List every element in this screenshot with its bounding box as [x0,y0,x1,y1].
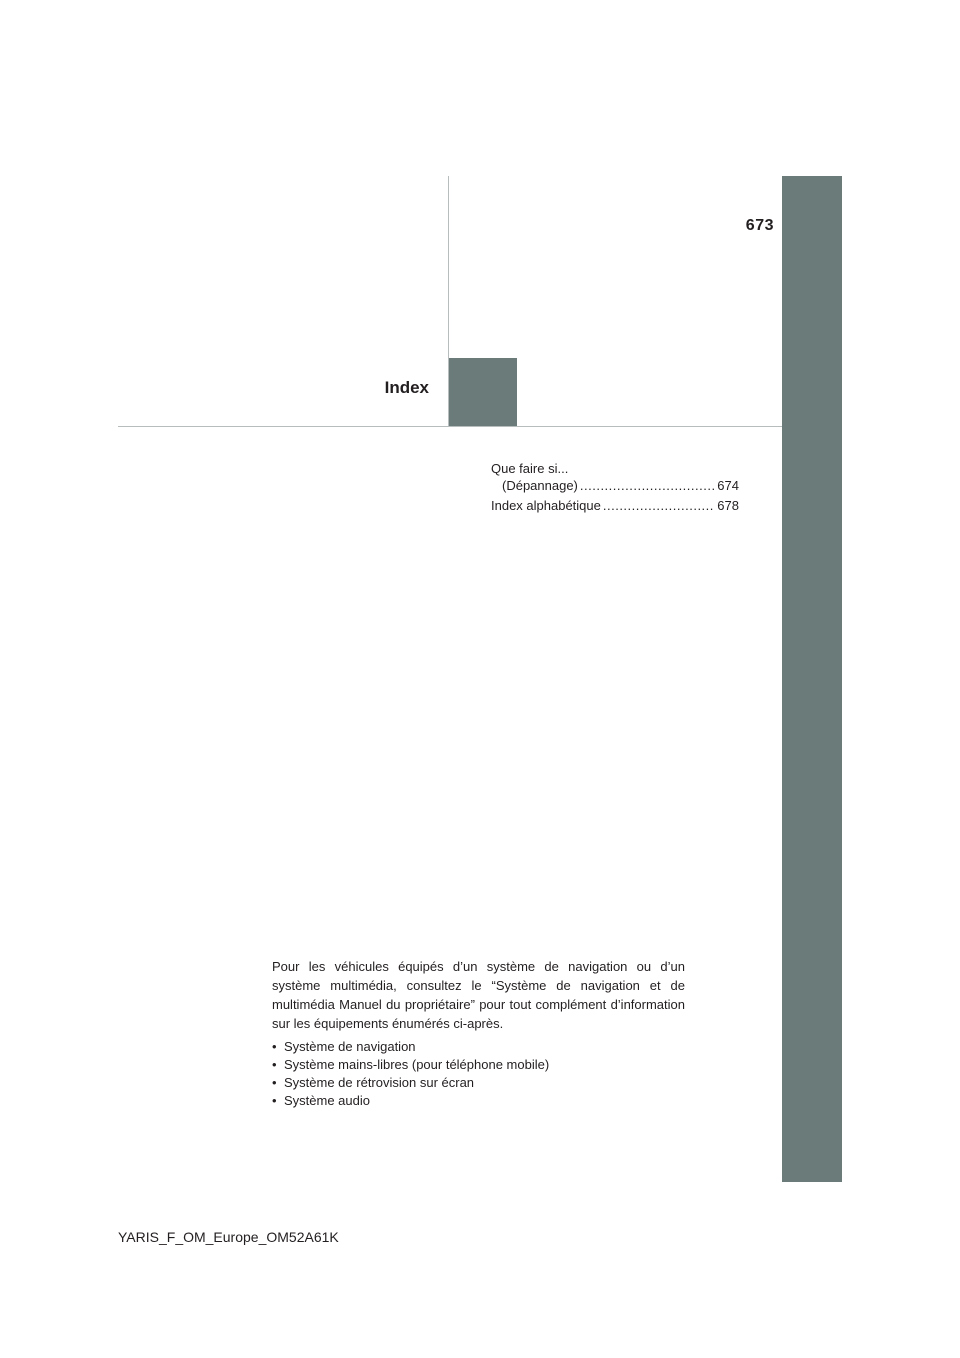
toc-entry-title: Index alphabétique [491,498,601,513]
bullet-icon: • [272,1039,277,1054]
toc-entry-title: Que faire si... [491,461,569,476]
toc-page-number: 674 [717,478,739,493]
toc-entry-subtitle: (Dépannage) [502,478,578,493]
section-color-block [449,358,517,426]
note-paragraph: Pour les véhicules équipés d’un système de navigation ou d’un système multimédia, consultez le “Système de navigation et de multimédia Manuel du propriétaire” pour tout complément d’information sur les équipements énumérés ci-après. [272,959,685,1031]
toc-entry-alphabetical-index[interactable] [491,497,739,514]
list-item-label: Système de rétrovision sur écran [284,1075,475,1090]
table-of-contents [491,460,739,517]
equipment-list [272,1038,685,1110]
list-item [272,1074,685,1092]
toc-page-number: 678 [717,498,739,513]
section-title: Index [384,378,429,397]
list-item-label: Système mains-libres (pour téléphone mobile) [284,1057,550,1072]
list-item-label: Système de navigation [284,1039,416,1054]
list-item [272,1056,685,1074]
dot-leader [603,497,715,514]
chapter-side-tab [782,176,842,1182]
navigation-note [272,957,685,1110]
list-item [272,1038,685,1056]
horizontal-divider [118,426,782,427]
bullet-icon: • [272,1057,277,1072]
dot-leader [580,477,715,494]
document-id-footer: YARIS_F_OM_Europe_OM52A61K [118,1229,339,1245]
bullet-icon: • [272,1093,277,1108]
bullet-icon: • [272,1075,277,1090]
list-item-label: Système audio [284,1093,370,1108]
page-number: 673 [745,217,774,234]
list-item [272,1092,685,1110]
toc-entry-troubleshooting[interactable] [491,460,739,494]
